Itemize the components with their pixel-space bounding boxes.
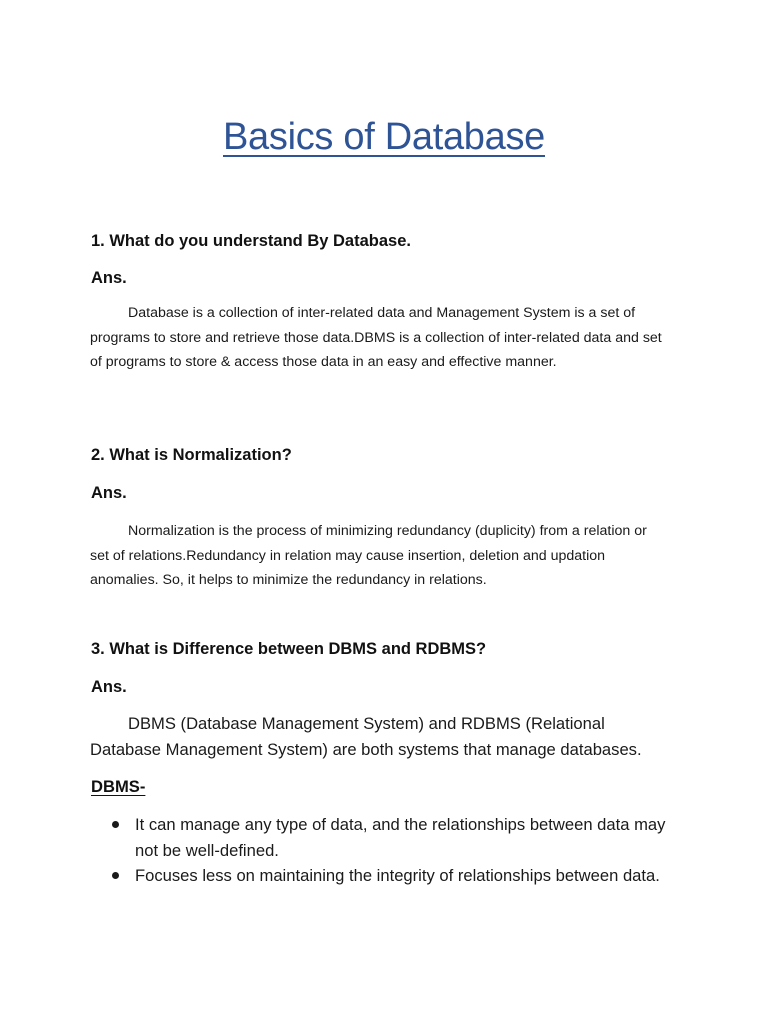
question-3: 3. What is Difference between DBMS and RDBMS? — [91, 640, 487, 658]
list-item-text: It can manage any type of data, and the relationships between data may not be well-defined. — [135, 815, 666, 860]
list-item-text: Focuses less on maintaining the integrity of relationships between data. — [135, 866, 660, 885]
question-1: 1. What do you understand By Database. — [91, 232, 411, 250]
bullet-icon — [112, 821, 119, 828]
answer-label-2: Ans. — [91, 484, 127, 502]
answer-label-1: Ans. — [91, 269, 127, 287]
document-title — [0, 112, 768, 162]
bullet-icon — [112, 872, 119, 879]
dbms-heading: DBMS- — [91, 777, 146, 796]
answer-text-3: DBMS (Database Management System) and RDBMS (Relational Database Management System) are both systems that manage databases. — [90, 714, 642, 759]
answer-label-3: Ans. — [91, 678, 127, 696]
dbms-bullet-list — [108, 812, 688, 889]
answer-text-2: Normalization is the process of minimizing redundancy (duplicity) from a relation or set of relations.Redundancy in relation may cause insertion, deletion and updation anomalies. So, it helps to minimize the redundancy in relations. — [90, 523, 647, 588]
list-item — [108, 812, 688, 863]
document-title-text: Basics of Database — [223, 116, 545, 158]
answer-text-1: Database is a collection of inter-related data and Management System is a set of programs to store and retrieve those data.DBMS is a collection of inter-related data and set of programs to store & access those data in an easy and effective manner. — [90, 305, 662, 370]
list-item — [108, 863, 688, 889]
question-2: 2. What is Normalization? — [91, 446, 292, 464]
